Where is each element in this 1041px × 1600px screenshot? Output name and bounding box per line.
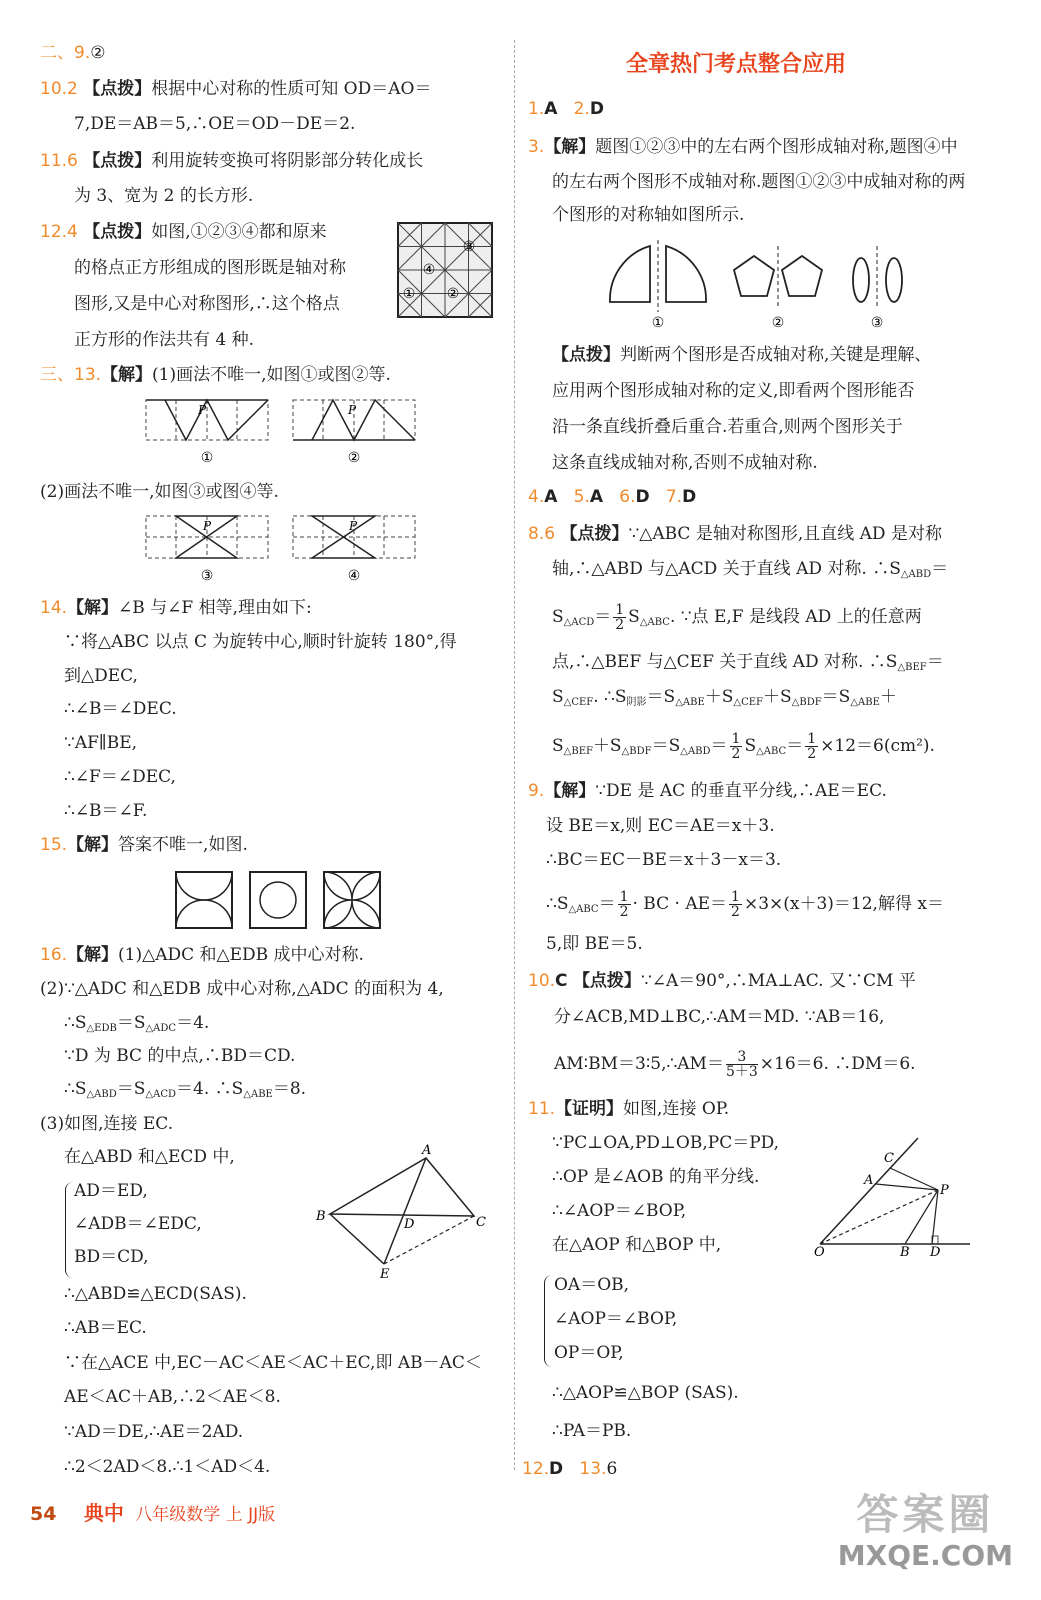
answer-15-line1: 15.【解】答案不唯一,如图. [40, 835, 248, 855]
svg-text:E: E [380, 1267, 390, 1280]
figure-13-3 [145, 512, 270, 584]
answer-9-line1: 9.【解】∵DE 是 AC 的垂直平分线,∴AE＝EC. [528, 781, 887, 801]
tip-3-line3: 沿一条直线折叠后重合.若重合,则两个图形关于 [552, 417, 903, 437]
grid-square-figure [397, 222, 493, 318]
brace-16-line3: BD＝CD, [74, 1247, 149, 1267]
answer-8-line4: 点,∴△BEF 与△CEF 关于直线 AD 对称. $\therefore S_{\triangle BEF}=$ [552, 652, 944, 673]
brace-11-line2: ∠AOP＝∠BOP, [554, 1309, 678, 1329]
svg-text:B: B [316, 1209, 326, 1224]
brace-11-line1: OA＝OB, [554, 1275, 630, 1295]
answer-10-line3: AM∶BM＝3∶5,∴AM＝ $\frac{3}{5+3}$ ×16＝6. ∴DM＝6. [554, 1049, 916, 1080]
answer-3-line3: 个图形的对称轴如图所示. [552, 205, 745, 225]
figure-label-1: ① [200, 450, 214, 466]
svg-text:C: C [884, 1151, 894, 1166]
watermark: 答案圈 MXQE.COM [837, 1490, 1013, 1572]
figure-label-3: ③ [200, 568, 214, 584]
answer-14-line5: ∵AF∥BE, [64, 733, 138, 753]
svg-text:P: P [203, 519, 212, 533]
grid-mark-2: ② [446, 286, 460, 302]
column-divider [514, 40, 515, 1470]
answer-8-line2: 轴,∴△ABD 与△ACD 关于直线 AD 对称. $\therefore S_{\triangle ABD}=$ [552, 559, 949, 580]
figure-3 [604, 240, 924, 332]
svg-text:A: A [864, 1173, 874, 1188]
answer-3-line2: 的左右两个图形不成轴对称.题图①②③中成轴对称的两 [552, 172, 966, 192]
answer-14-line3: 到△DEC, [64, 666, 138, 686]
answer-11-line3: ∴OP 是∠AOB 的角平分线. [552, 1167, 760, 1187]
tip-3-line4: 这条直线成轴对称,否则不成轴对称. [552, 453, 818, 473]
grid-mark-3: ③ [462, 239, 476, 255]
grid-mark-1: ① [402, 286, 416, 302]
answer-16-line7: 在△ABD 和△ECD 中, [64, 1147, 235, 1167]
svg-text:B: B [900, 1245, 910, 1260]
answer-11-line5: 在△AOP 和△BOP 中, [552, 1235, 722, 1255]
figure-3-label-2: ② [771, 315, 785, 331]
brace-16-line1: AD＝ED, [74, 1181, 148, 1201]
answer-14-line2: ∵将△ABC 以点 C 为旋转中心,顺时针旋转 180°,得 [64, 632, 457, 652]
figure-label-4: ④ [347, 568, 361, 584]
answer-10-line1: 10.C 【点拨】∵∠A＝90°,∴MA⊥AC. 又∵CM 平 [528, 971, 916, 991]
answer-14-line7: ∴∠B＝∠F. [64, 801, 148, 821]
answer-11-line1: 11.【证明】如图,连接 OP. [528, 1099, 730, 1119]
brace-16-line2: ∠ADB＝∠EDC, [74, 1214, 202, 1234]
figure-13-1 [145, 396, 270, 466]
answer-16-line4: ∵D 为 BC 的中点,∴BD＝CD. [64, 1046, 296, 1066]
book-subject: 八年级数学 上 JJ版 [135, 1505, 276, 1525]
svg-text:P: P [349, 519, 358, 533]
answer-16-line9: ∴AB＝EC. [64, 1318, 147, 1338]
answers-12-13: 12.D 13.6 [522, 1459, 618, 1479]
brace-16 [65, 1182, 74, 1278]
answer-9-line4: $\therefore S_{\triangle ABC}=$ $\frac{1}{2}$ · BC · AE＝ $\frac{1}{2}$ ×3×(x＋3)＝12,解得 x＝ [546, 889, 944, 920]
brace-11-line3: OP＝OP, [554, 1343, 624, 1363]
answer-10-line2: 7,DE＝AB＝5,∴OE＝OD－DE＝2. [74, 114, 356, 134]
answer-14-line4: ∴∠B＝∠DEC. [64, 699, 177, 719]
page-number: 54 [30, 1503, 57, 1525]
answer-16-line2: (2)∵△ADC 和△EDB 成中心对称,△ADC 的面积为 4, [40, 979, 444, 999]
answer-11-line7: ∴PA＝PB. [552, 1421, 632, 1441]
answer-8-line6: $S_{\triangle BEF}+S_{\triangle BDF}=S_{\triangle ABD}=$ $\frac{1}{2}$ $S_{\triangle ABC}=$ $\frac{1}{2}$ ×12＝6(cm²). [552, 731, 935, 762]
svg-text:C: C [476, 1215, 486, 1230]
brand-logo: 典中 [83, 1501, 124, 1525]
answer-9-line3: ∴BC＝EC－BE＝x＋3－x＝3. [546, 850, 782, 870]
figure-13-2 [292, 396, 417, 466]
answer-13-line2: (2)画法不唯一,如图③或图④等. [40, 482, 279, 502]
figure-label-2: ② [347, 450, 361, 466]
svg-text:P: P [198, 403, 207, 417]
answer-9-line2: 设 BE＝x,则 EC＝AE＝x＋3. [546, 816, 775, 836]
answer-16-line11: AE＜AC＋AB,∴2＜AE＜8. [64, 1387, 281, 1407]
figure-3-label-1: ① [651, 315, 665, 331]
figure-3-label-3: ③ [870, 315, 884, 331]
answer-9: 二、9.② [40, 43, 106, 63]
svg-text:O: O [814, 1245, 825, 1260]
svg-text:A: A [422, 1143, 432, 1158]
answer-8-line1: 8.6 【点拨】∵△ABC 是轴对称图形,且直线 AD 是对称 [528, 524, 942, 544]
answer-11-line2: ∵PC⊥OA,PD⊥OB,PC＝PD, [552, 1133, 780, 1153]
answer-11-line6: ∴△AOP≌△BOP (SAS). [552, 1383, 739, 1403]
brace-11 [544, 1275, 553, 1367]
answer-9-line5: 5,即 BE＝5. [546, 934, 643, 954]
answer-11-line4: ∴∠AOP＝∠BOP, [552, 1201, 687, 1221]
answer-8-line3: $S_{\triangle ACD}=$ $\frac{1}{2}$ $S_{\triangle ABC}$. ∵点 E,F 是线段 AD 上的任意两 [552, 602, 922, 633]
answer-8-line5: $S_{\triangle CEF}$. $\therefore S_{阴影}=S_{\triangle ABE}+S_{\triangle CEF}+S_{\triangle BDF}=S_{\triangle ABE}+$ [552, 687, 897, 708]
figure-13-4 [292, 512, 417, 584]
answer-16-line6: (3)如图,连接 EC. [40, 1114, 174, 1134]
answer-16-line13: ∴2＜2AD＜8.∴1＜AD＜4. [64, 1457, 271, 1477]
answers-4-7: 4.A 5.A 6.D 7.D [528, 487, 697, 507]
tip-3-line2: 应用两个图形成轴对称的定义,即看两个图形能否 [552, 381, 915, 401]
answer-16-line10: ∵在△ACE 中,EC－AC＜AE＜AC＋EC,即 AB－AC＜ [64, 1353, 482, 1373]
answer-16-line1: 16.【解】(1)△ADC 和△EDB 成中心对称. [40, 945, 364, 965]
answer-3-line1: 3.【解】题图①②③中的左右两个图形成轴对称,题图④中 [528, 137, 958, 157]
answers-1-2: 1.A 2.D [528, 99, 604, 119]
answer-14-line1: 14.【解】∠B 与∠F 相等,理由如下: [40, 598, 312, 618]
answer-12-line3: 图形,又是中心对称图形,∴这个格点 [74, 294, 340, 314]
answer-10-line2: 分∠ACB,MD⊥BC,∴AM＝MD. ∵AB＝16, [554, 1007, 885, 1027]
answer-16-line12: ∵AD＝DE,∴AE＝2AD. [64, 1422, 244, 1442]
svg-text:D: D [930, 1245, 941, 1260]
answer-12-line1: 12.4 【点拨】如图,①②③④都和原来 [40, 222, 327, 242]
figure-11 [810, 1132, 972, 1260]
answer-16-line3: $\therefore S_{\triangle EDB}=S_{\triangle ADC}=4$. [64, 1013, 210, 1034]
answer-10-line1: 10.2 【点拨】根据中心对称的性质可知 OD＝AO＝ [40, 79, 432, 99]
answer-13-line1: 三、13.【解】(1)画法不唯一,如图①或图②等. [40, 365, 391, 385]
svg-text:P: P [348, 403, 357, 417]
svg-text:D: D [404, 1217, 415, 1232]
answer-16-line5: $\therefore S_{\triangle ABD}=S_{\triangle ACD}=4$. $\therefore S_{\triangle ABE}=8$. [64, 1079, 307, 1100]
grid-mark-4: ④ [422, 262, 436, 278]
section-title: 全章热门考点整合应用 [626, 52, 847, 77]
svg-text:P: P [940, 1183, 949, 1198]
answer-16-line8: ∴△ABD≌△ECD(SAS). [64, 1284, 247, 1304]
figure-15 [174, 870, 382, 930]
answer-12-line2: 的格点正方形组成的图形既是轴对称 [74, 258, 346, 278]
tip-3-line1: 【点拨】判断两个图形是否成轴对称,关键是理解、 [552, 345, 932, 365]
answer-11-line2: 为 3、宽为 2 的长方形. [74, 186, 254, 206]
figure-16 [310, 1140, 505, 1280]
answer-11-line1: 11.6 【点拨】利用旋转变换可将阴影部分转化成长 [40, 151, 424, 171]
answer-12-line4: 正方形的作法共有 4 种. [74, 330, 255, 350]
answer-14-line6: ∴∠F＝∠DEC, [64, 767, 176, 787]
page-footer [30, 1497, 275, 1526]
